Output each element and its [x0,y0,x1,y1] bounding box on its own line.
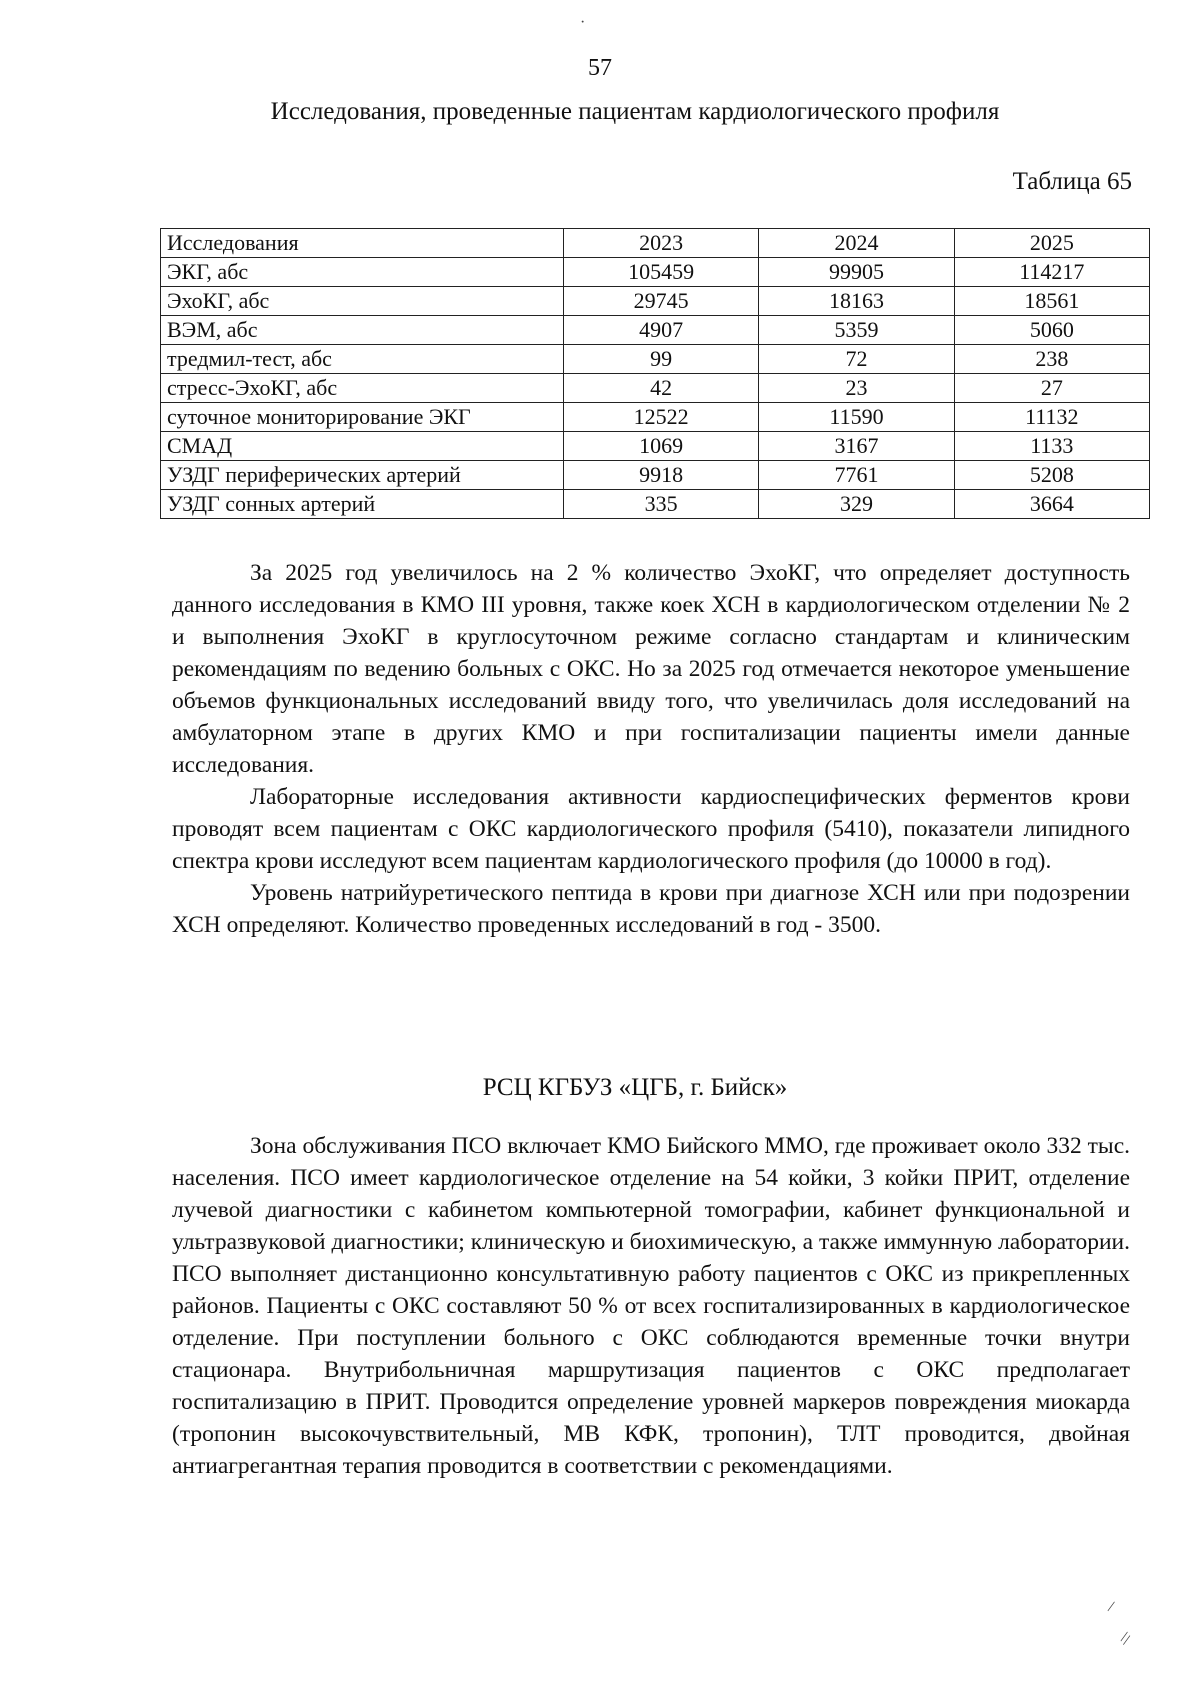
table-header-row [161,229,1150,258]
paragraph: Уровень натрийуретического пептида в крови при диагнозе ХСН или при подозрении ХСН определяют. Количество проведенных исследований в год - 3500. [172,880,1130,938]
table-row [161,403,1150,432]
cell-2023: 12522 [564,403,759,432]
header-cell-2025: 2025 [954,229,1149,258]
studies-table [160,228,1150,519]
scan-speck: \\ [1115,1630,1135,1648]
cell-2024: 18163 [759,287,954,316]
paragraph: Зона обслуживания ПСО включает КМО Бийского ММО, где проживает около 332 тыс. населения. ПСО имеет кардиологическое отделение на 54 койки, 3 койки ПРИТ, отделение лучевой диагностики с кабинетом компьютерной томографии, кабинет функциональной и ультразвуковой диагностики; клиническую и биохимическую, а также иммунную лаборатории. ПСО выполняет дистанционно консультативную работу пациентов с ОКС из прикрепленных районов. Пациенты с ОКС составляют 50 % от всех госпитализированных в кардиологическое отделение. При поступлении больного с ОКС соблюдаются временные точки внутри стационара. Внутрибольничная маршрутизация пациентов с ОКС предполагает госпитализацию в ПРИТ. Проводится определение уровней маркеров повреждения миокарда (тропонин высокочувствительный, MB КФК, тропонин), ТЛТ проводится, двойная антиагрегантная терапия проводится в соответствии с рекомендациями. [172,1133,1130,1479]
header-cell-2024: 2024 [759,229,954,258]
text-block-biysk [172,1130,1130,1482]
cell-2023: 105459 [564,258,759,287]
row-label: ВЭМ, абс [161,316,564,345]
section-heading: РСЦ КГБУЗ «ЦГБ, г. Бийск» [482,1074,788,1101]
cell-2024: 99905 [759,258,954,287]
row-label: УЗДГ сонных артерий [161,490,564,519]
row-label: тредмил-тест, абс [161,345,564,374]
cell-2023: 4907 [564,316,759,345]
page-title: Исследования, проведенные пациентам кардиологического профиля [270,98,1000,125]
table-row [161,316,1150,345]
paragraph: Лабораторные исследования активности кардиоспецифических ферментов крови проводят всем пациентам с ОКС кардиологического профиля (5410), показатели липидного спектра крови исследуют всем пациентам кардиологического профиля (до 10000 в год). [172,784,1130,874]
cell-2024: 5359 [759,316,954,345]
cell-2025: 114217 [954,258,1149,287]
cell-2025: 1133 [954,432,1149,461]
cell-2024: 11590 [759,403,954,432]
row-label: суточное мониторирование ЭКГ [161,403,564,432]
cell-2025: 27 [954,374,1149,403]
cell-2024: 23 [759,374,954,403]
cell-2025: 5060 [954,316,1149,345]
table-row [161,345,1150,374]
cell-2024: 3167 [759,432,954,461]
cell-2024: 329 [759,490,954,519]
table-row [161,258,1150,287]
table-row [161,490,1150,519]
cell-2023: 42 [564,374,759,403]
row-label: ЭКГ, абс [161,258,564,287]
row-label: СМАД [161,432,564,461]
cell-2025: 18561 [954,287,1149,316]
cell-2023: 9918 [564,461,759,490]
cell-2025: 5208 [954,461,1149,490]
paragraph: За 2025 год увеличилось на 2 % количество ЭхоКГ, что определяет доступность данного исследования в КМО III уровня, также коек ХСН в кардиологическом отделении № 2 и выполнения ЭхоКГ в круглосуточном режиме согласно стандартам и клиническим рекомендациям по ведению больных с ОКС. Но за 2025 год отмечается некоторое уменьшение объемов функциональных исследований ввиду того, что увеличилась доля исследований на амбулаторном этапе в других КМО и при госпитализации пациенты имели данные исследования. [172,560,1130,778]
table-row [161,461,1150,490]
cell-2023: 99 [564,345,759,374]
header-cell-studies: Исследования [161,229,564,258]
table-row [161,287,1150,316]
cell-2023: 335 [564,490,759,519]
text-block-functional-studies [172,557,1130,941]
cell-2025: 238 [954,345,1149,374]
scan-speck: · [580,14,586,31]
row-label: УЗДГ периферических артерий [161,461,564,490]
cell-2024: 72 [759,345,954,374]
row-label: стресс-ЭхоКГ, абс [161,374,564,403]
scan-speck: \ [1102,1600,1119,1614]
cell-2025: 3664 [954,490,1149,519]
table-row [161,432,1150,461]
table-label: Таблица 65 [1012,168,1132,195]
page-number: 57 [588,55,612,81]
cell-2024: 7761 [759,461,954,490]
header-cell-2023: 2023 [564,229,759,258]
row-label: ЭхоКГ, абс [161,287,564,316]
cell-2023: 1069 [564,432,759,461]
table-row [161,374,1150,403]
cell-2023: 29745 [564,287,759,316]
cell-2025: 11132 [954,403,1149,432]
